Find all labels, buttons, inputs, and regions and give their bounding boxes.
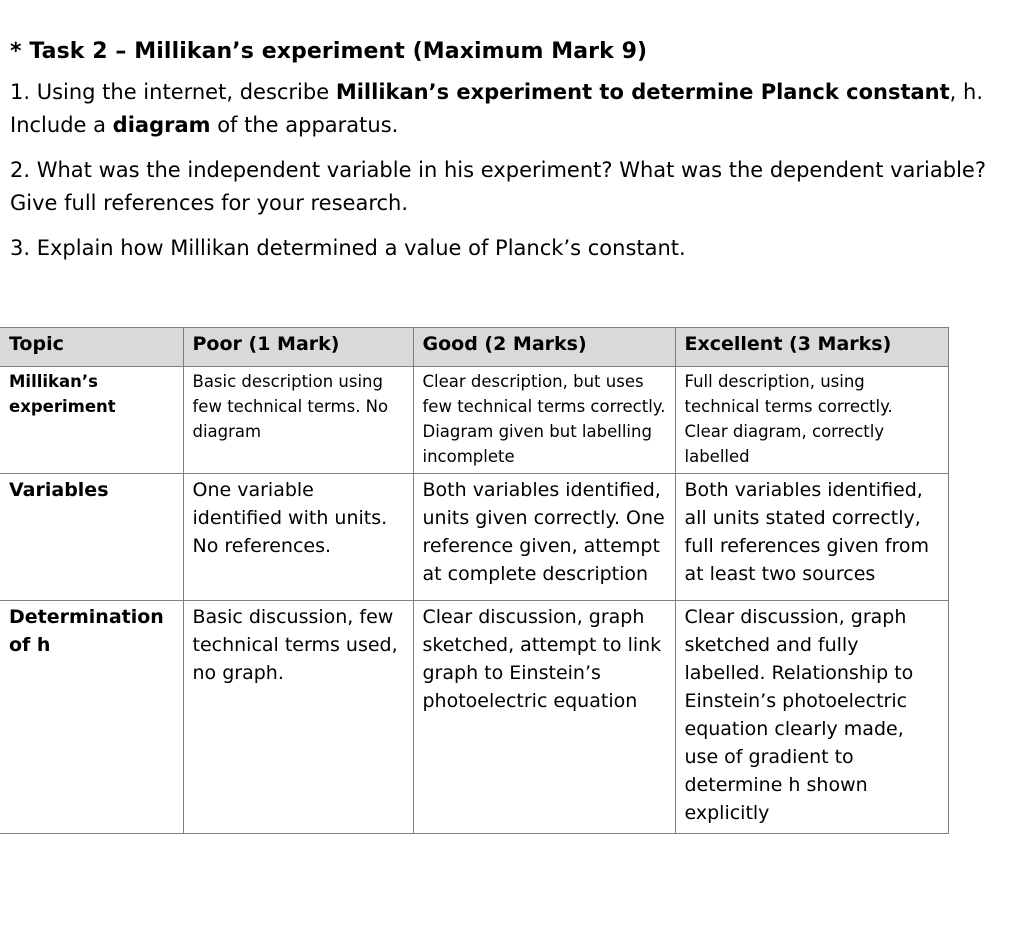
cell-excellent: Clear discussion, graph sketched and fully labelled. Relationship to Einstein’s photoelectric equation clearly made, use of gradient to determine h shown explicitly bbox=[675, 601, 948, 834]
question-1-bold-diagram: diagram bbox=[112, 113, 211, 137]
question-1-bold-topic: Millikan’s experiment to determine Planck constant bbox=[335, 80, 950, 104]
cell-excellent: Full description, using technical terms correctly. Clear diagram, correctly labelled bbox=[675, 367, 948, 474]
cell-excellent: Both variables identified, all units stated correctly, full references given from at least two sources bbox=[675, 474, 948, 601]
row-topic: Millikan’s experiment bbox=[0, 367, 183, 474]
cell-good: Clear description, but uses few technical terms correctly. Diagram given but labelling incomplete bbox=[413, 367, 675, 474]
rubric-row-determination bbox=[0, 601, 948, 834]
header-good: Good (2 Marks) bbox=[413, 328, 675, 367]
rubric-header-row bbox=[0, 328, 948, 367]
question-1-text-a: 1. Using the internet, describe bbox=[10, 80, 336, 104]
cell-poor: One variable identified with units. No references. bbox=[183, 474, 413, 601]
cell-poor: Basic discussion, few technical terms used, no graph. bbox=[183, 601, 413, 834]
cell-good: Both variables identified, units given correctly. One reference given, attempt at complete description bbox=[413, 474, 675, 601]
cell-poor: Basic description using few technical terms. No diagram bbox=[183, 367, 413, 474]
row-topic: Determination of h bbox=[0, 601, 183, 834]
rubric-row-variables bbox=[0, 474, 948, 601]
header-topic: Topic bbox=[0, 328, 183, 367]
row-topic: Variables bbox=[0, 474, 183, 601]
question-1-text-c: , h. Include a bbox=[10, 80, 984, 137]
question-2: 2. What was the independent variable in his experiment? What was the dependent variable? Give full references for your research. bbox=[10, 158, 986, 215]
rubric-row-experiment bbox=[0, 367, 948, 474]
header-poor: Poor (1 Mark) bbox=[183, 328, 413, 367]
question-3: 3. Explain how Millikan determined a value of Planck’s constant. bbox=[10, 236, 686, 260]
task-document bbox=[10, 30, 1014, 265]
task-title: * Task 2 – Millikan’s experiment (Maximum Mark 9) bbox=[10, 39, 648, 64]
question-1 bbox=[10, 76, 1014, 142]
marking-rubric-table bbox=[0, 327, 949, 834]
header-excellent: Excellent (3 Marks) bbox=[675, 328, 948, 367]
cell-good: Clear discussion, graph sketched, attempt to link graph to Einstein’s photoelectric equation bbox=[413, 601, 675, 834]
question-1-text-e: of the apparatus. bbox=[210, 113, 399, 137]
